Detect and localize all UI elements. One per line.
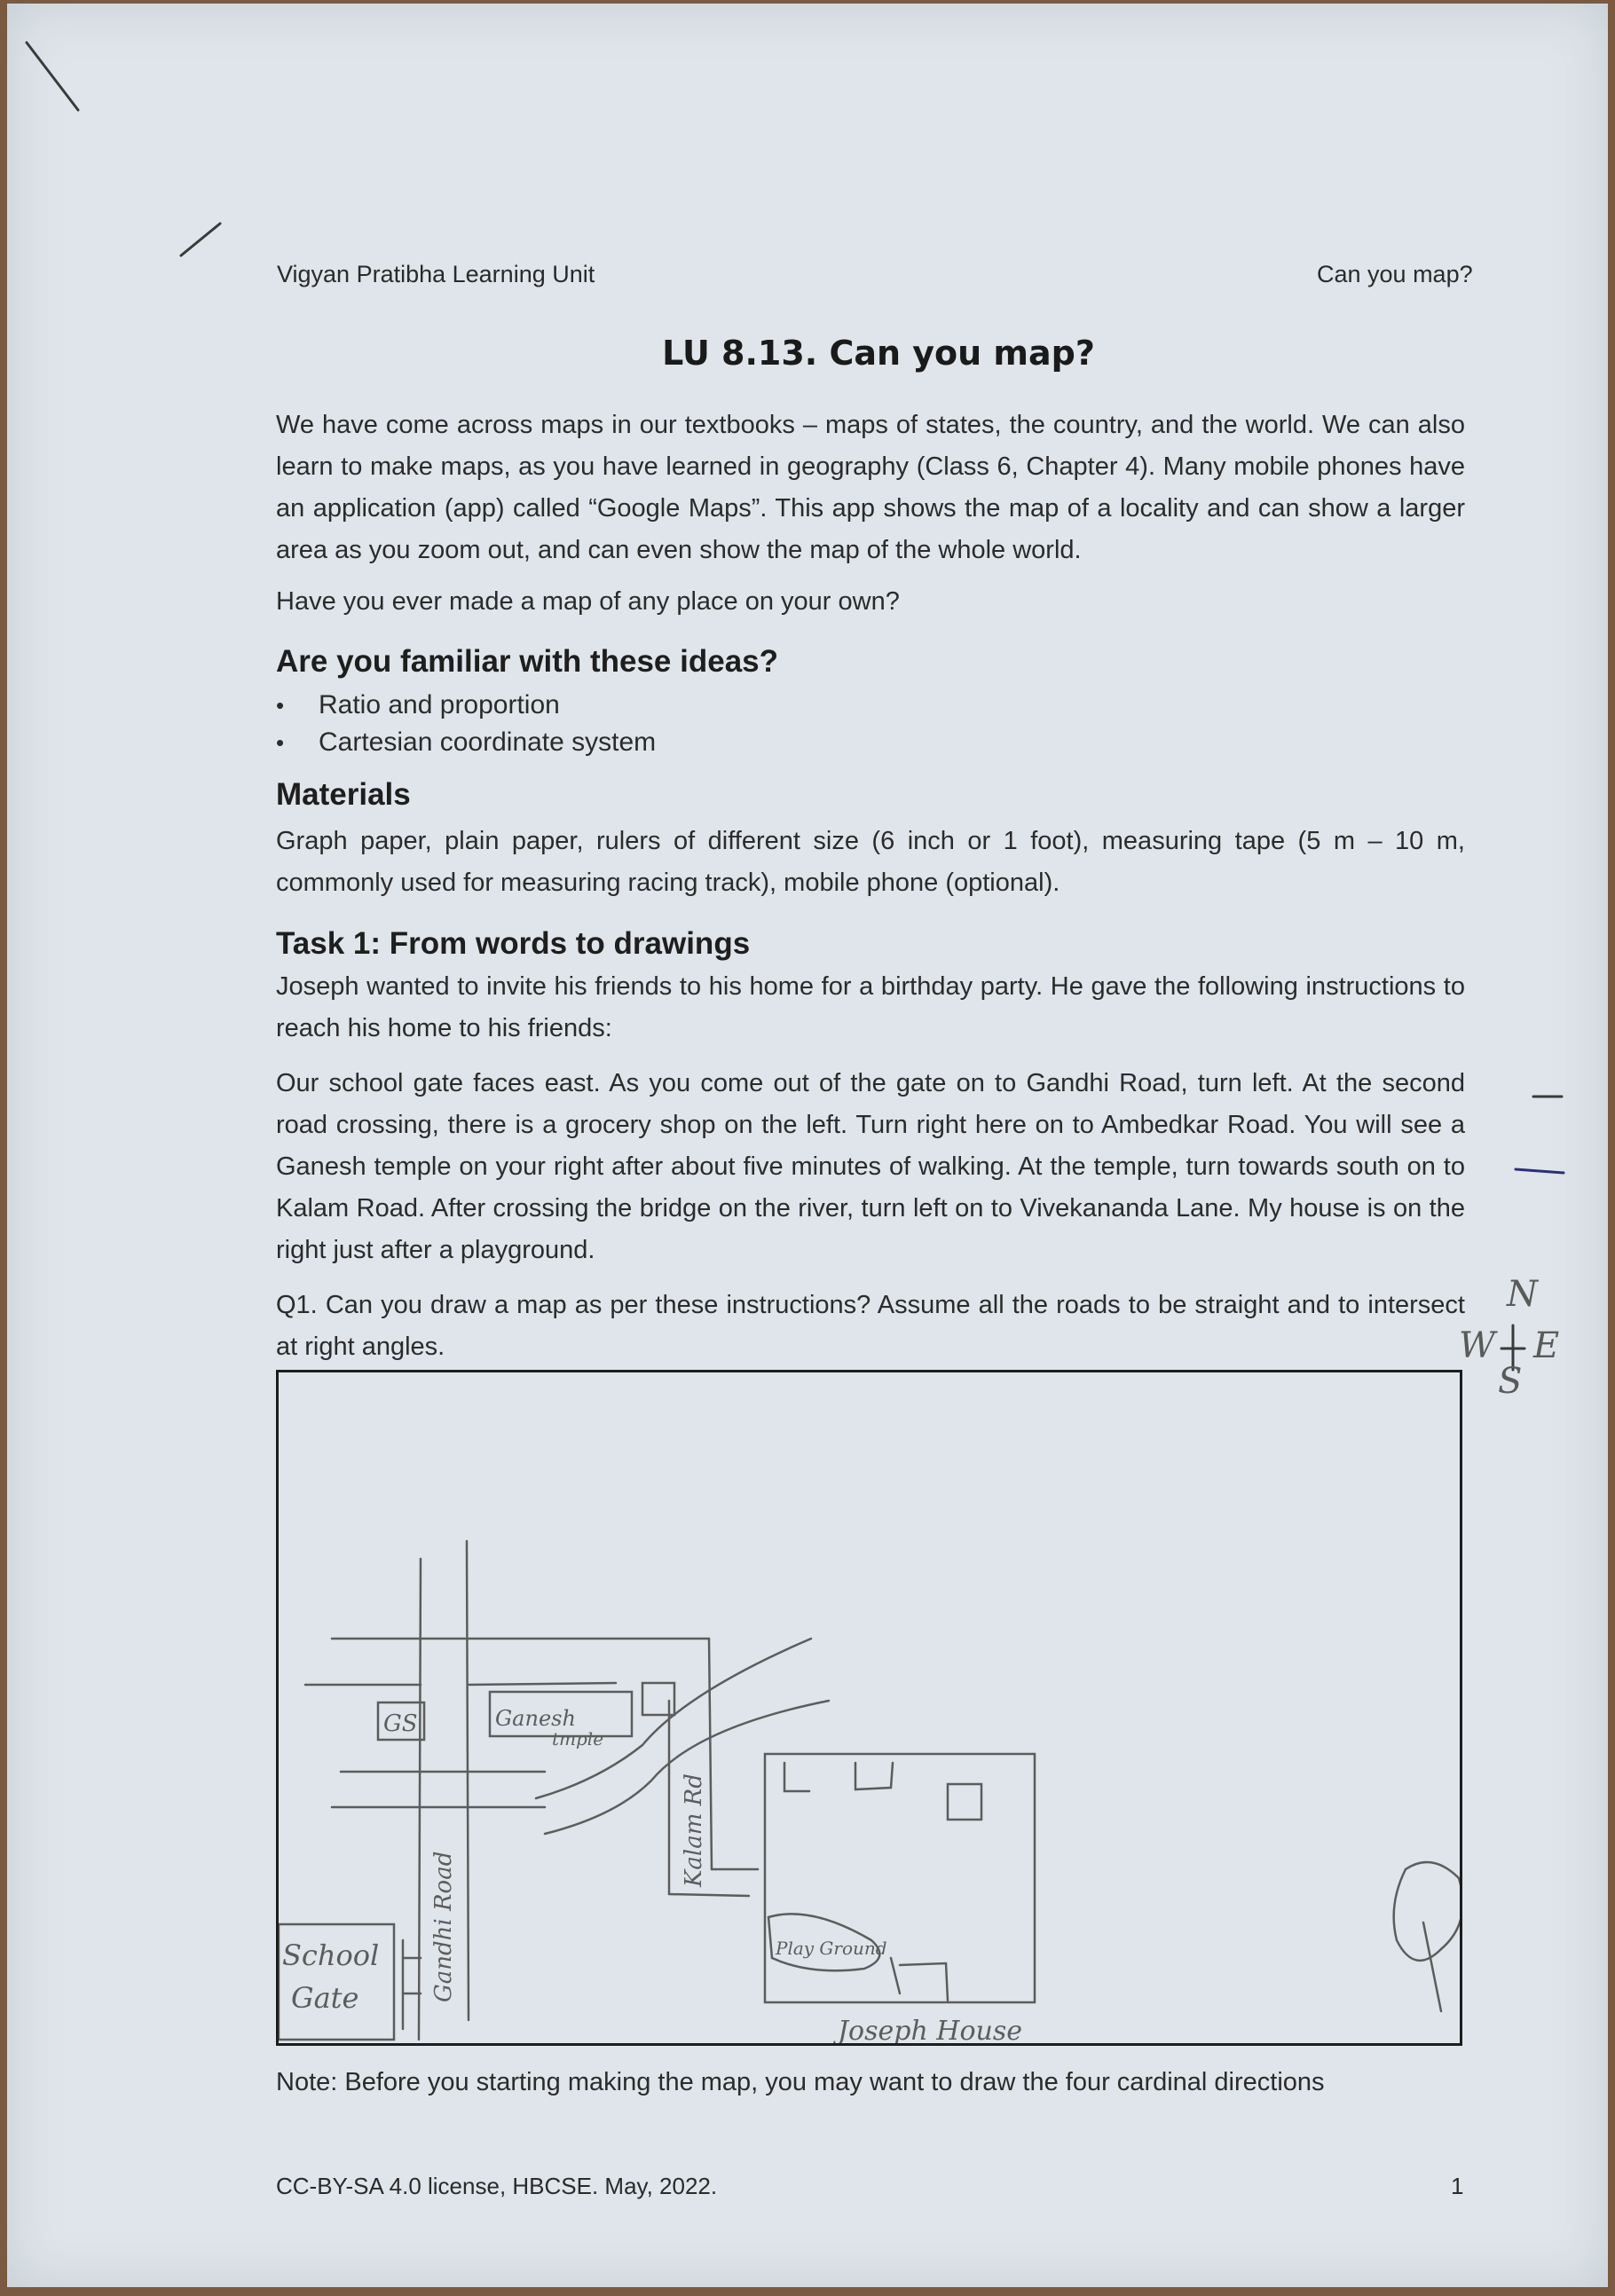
sketch-label-school: School	[282, 1938, 380, 1972]
materials-text: Graph paper, plain paper, rulers of different size (6 inch or 1 foot), measuring tape (5 m – 10 m, commonly used for measuring racing track), mobile phone (optional).	[276, 827, 1465, 897]
header-unit-name: Vigyan Pratibha Learning Unit	[277, 261, 595, 287]
familiar-heading: Are you familiar with these ideas?	[276, 644, 778, 679]
sketch-label-gs: GS	[383, 1710, 418, 1737]
map-answer-box[interactable]	[276, 1370, 1462, 2046]
worksheet-page	[7, 4, 1608, 2287]
sketch-label-playground: Play Ground	[776, 1938, 887, 1959]
task1-instructions: Our school gate faces east. As you come out of the gate on to Gandhi Road, turn left. At the second road crossing, there is a grocery shop on the left. Turn right here on to Ambedkar Road. You will see a Ganesh temple on your right after about five minutes of walking. At the temple, turn towards south on to Kalam Road. After crossing the bridge on the river, turn left on to Vivekananda Lane. My house is on the right just after a playground.	[276, 1069, 1465, 1264]
margin-east-label: E	[1533, 1325, 1560, 1366]
footer-license: CC-BY-SA 4.0 license, HBCSE. May, 2022.	[276, 2173, 718, 2199]
header-topic: Can you map?	[1317, 261, 1473, 287]
task1-heading: Task 1: From words to drawings	[276, 926, 751, 961]
page-title: LU 8.13. Can you map?	[662, 334, 1095, 373]
sketch-label-ganesh: Ganesh	[495, 1706, 576, 1731]
intro-paragraph: We have come across maps in our textbooks – maps of states, the country, and the world. We can also learn to make maps, as you have learned in geography (Class 6, Chapter 4). Many mobile phones have an application (app) called “Google Maps”. This app shows the map of a locality and can show a larger area as you zoom out, and can even show the map of the whole world.	[276, 411, 1465, 564]
sketch-label-gandhi-road: Gandhi Road	[430, 1851, 457, 2002]
margin-west-label: W	[1459, 1325, 1496, 1366]
sketch-label-temple: tmple	[552, 1728, 604, 1750]
margin-north-label: N	[1507, 1274, 1538, 1315]
question-q1: Q1. Can you draw a map as per these instructions? Assume all the roads to be straight and to intersect at right angles.	[276, 1291, 1465, 1361]
sketch-label-kalam-road: Kalam Rd	[681, 1773, 707, 1887]
task1-intro: Joseph wanted to invite his friends to his home for a birthday party. He gave the following instructions to reach his home to his friends:	[276, 972, 1465, 1042]
familiar-list	[276, 687, 656, 761]
hand-drawn-map-sketch	[279, 1372, 1460, 2043]
note-text: Note: Before you starting making the map, you may want to draw the four cardinal directions	[276, 2068, 1325, 2096]
intro-question: Have you ever made a map of any place on your own?	[276, 587, 900, 616]
margin-south-label: S	[1498, 1361, 1523, 1402]
list-item: • Cartesian coordinate system	[276, 724, 656, 761]
sketch-label-gate: Gate	[291, 1981, 359, 2015]
sketch-label-joseph-house: Joseph House	[838, 2016, 1022, 2043]
list-item: • Ratio and proportion	[276, 687, 656, 724]
page-number: 1	[1451, 2173, 1464, 2199]
materials-heading: Materials	[276, 777, 411, 812]
